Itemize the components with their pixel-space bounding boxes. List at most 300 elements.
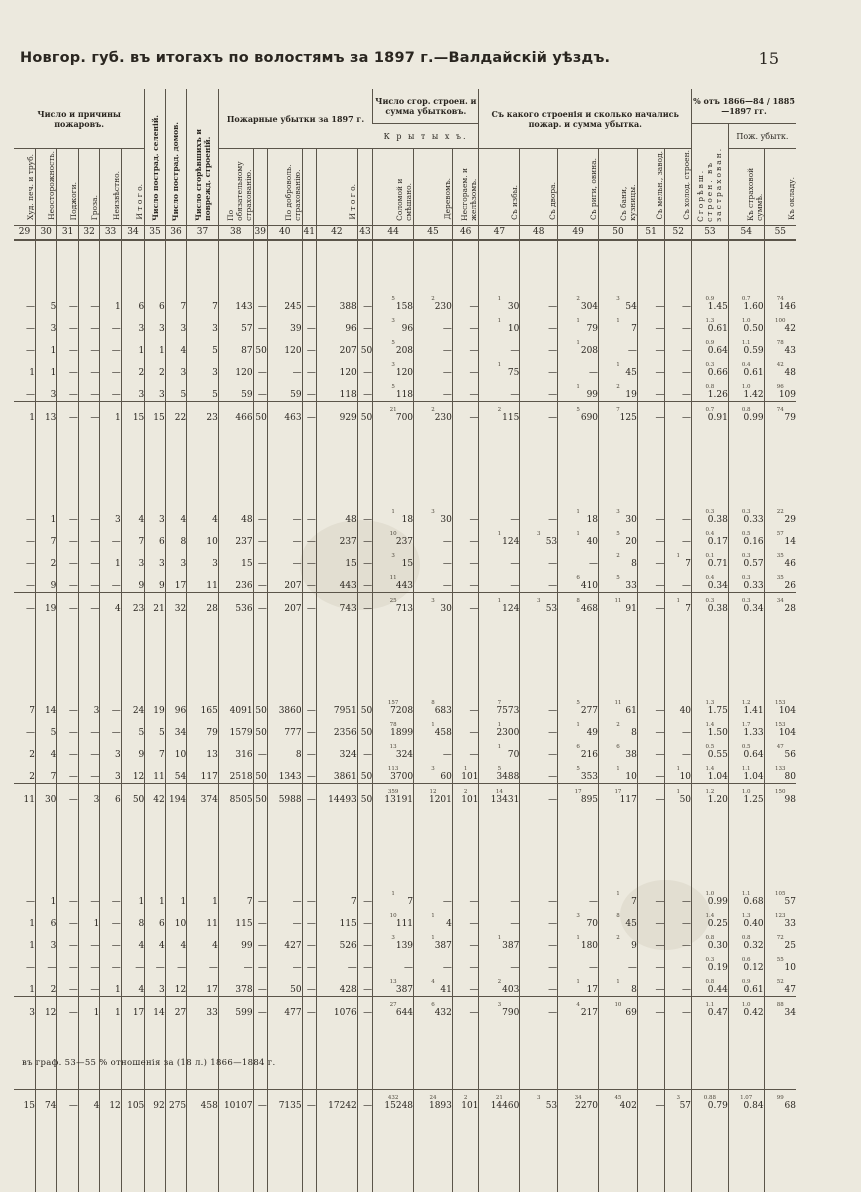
- superscript-count: 7: [497, 699, 502, 706]
- table-cell: [78, 930, 99, 952]
- table-cell: [187, 930, 219, 952]
- group-header-row: [14, 89, 796, 124]
- table-cell: [373, 886, 414, 908]
- table-cell: [145, 526, 165, 548]
- superscript-count: 1.0: [741, 383, 751, 390]
- superscript-count: 8: [576, 597, 580, 604]
- cell-value: —: [306, 558, 316, 569]
- table-cell: [520, 548, 558, 570]
- table-cell: [728, 886, 764, 908]
- cell-value: 428: [339, 984, 357, 995]
- cell-value: 8: [631, 558, 637, 569]
- cell-value: 1: [115, 1007, 121, 1018]
- cell-value: 47: [784, 984, 796, 995]
- table-cell: [267, 952, 302, 974]
- cell-value: —: [469, 514, 479, 525]
- table-cell: [35, 761, 56, 784]
- cell-value: 57: [241, 323, 253, 334]
- superscript-count: 1.1: [741, 765, 751, 772]
- cell-value: —: [655, 580, 665, 591]
- table-cell: [253, 526, 267, 548]
- spacer-cell: [414, 1019, 453, 1090]
- vheader-col-41: [302, 149, 316, 226]
- cell-value: 1: [115, 984, 121, 995]
- cell-value: 0.33: [743, 580, 764, 591]
- table-cell: [414, 761, 453, 784]
- cell-value: 50: [360, 705, 373, 716]
- cell-value: —: [363, 1100, 373, 1111]
- table-cell: [218, 526, 253, 548]
- cell-value: —: [25, 323, 35, 334]
- spacer-cell: [100, 806, 121, 886]
- cell-value: 3: [158, 389, 165, 400]
- cell-value: —: [111, 962, 121, 973]
- superscript-count: 5: [497, 765, 502, 772]
- superscript-count: 2: [616, 383, 620, 390]
- superscript-count: 1: [497, 597, 502, 604]
- superscript-count: 1.4: [705, 912, 715, 919]
- cell-value: —: [510, 389, 520, 400]
- table-cell: [57, 401, 78, 424]
- table-cell: [100, 291, 121, 313]
- table-cell: [121, 996, 145, 1019]
- cell-value: 15: [345, 558, 357, 569]
- table-row: [14, 570, 796, 593]
- cell-value: 27: [174, 1007, 187, 1018]
- cell-value: —: [306, 984, 316, 995]
- table-cell: [692, 291, 729, 313]
- table-cell: [253, 357, 267, 379]
- column-number: 47: [479, 225, 520, 240]
- cell-value: 526: [339, 940, 357, 951]
- table-cell: [764, 357, 796, 379]
- cell-value: —: [306, 749, 316, 760]
- table-cell: [100, 717, 121, 739]
- table-cell: [187, 717, 219, 739]
- cell-value: 23: [132, 603, 145, 614]
- table-cell: [479, 930, 520, 952]
- table-cell: [692, 761, 729, 784]
- cell-value: 54: [625, 301, 637, 312]
- cell-value: 1: [138, 896, 145, 907]
- cell-value: —: [90, 940, 100, 951]
- spacer-row: [14, 615, 796, 695]
- cell-value: 99: [586, 389, 599, 400]
- cell-value: —: [589, 896, 599, 907]
- cell-value: —: [655, 1100, 665, 1111]
- superscript-count: 11: [389, 574, 397, 581]
- cell-value: —: [469, 345, 479, 356]
- cell-value: —: [257, 558, 267, 569]
- spacer-row: [14, 424, 796, 504]
- table-cell: [218, 1089, 253, 1112]
- table-cell: [316, 291, 357, 313]
- superscript-count: 157: [387, 699, 399, 706]
- spacer-cell: [637, 615, 665, 695]
- table-cell: [316, 313, 357, 335]
- superscript-count: 3: [537, 1094, 541, 1101]
- table-cell: [165, 717, 186, 739]
- cell-value: 101: [461, 794, 479, 805]
- spacer-cell: [267, 424, 302, 504]
- cell-value: 117: [200, 771, 218, 782]
- spacer-cell: [35, 1019, 56, 1090]
- table-cell: [302, 695, 316, 717]
- cell-value: 2: [50, 558, 57, 569]
- spacer-cell: [253, 1019, 267, 1090]
- table-cell: [100, 379, 121, 402]
- cell-value: 1.60: [743, 301, 764, 312]
- cell-value: —: [306, 536, 316, 547]
- spacer-cell: [100, 240, 121, 291]
- cell-value: 13: [44, 412, 57, 423]
- cell-value: 4: [212, 514, 218, 525]
- table-cell: [479, 401, 520, 424]
- table-cell: [121, 401, 145, 424]
- table-cell: [479, 504, 520, 526]
- table-cell: [253, 570, 267, 593]
- table-cell: [692, 379, 729, 402]
- cell-value: —: [292, 896, 302, 907]
- superscript-count: 1.2: [705, 788, 715, 795]
- cell-value: 0.38: [707, 603, 728, 614]
- cell-value: 1: [29, 940, 35, 951]
- cell-value: 80: [784, 771, 796, 782]
- table-cell: [218, 504, 253, 526]
- table-cell: [479, 717, 520, 739]
- table-cell: [165, 930, 186, 952]
- cell-value: 28: [784, 603, 796, 614]
- cell-value: 48: [345, 514, 357, 525]
- cell-value: —: [363, 896, 373, 907]
- cell-value: 1.25: [743, 794, 764, 805]
- table-cell: [357, 548, 372, 570]
- cell-value: —: [363, 984, 373, 995]
- table-cell: [14, 592, 35, 615]
- table-cell: [357, 1089, 372, 1112]
- spacer-cell: [599, 1112, 638, 1192]
- cell-value: —: [90, 603, 100, 614]
- table-cell: [253, 548, 267, 570]
- table-row: [14, 761, 796, 784]
- spacer-cell: [253, 1112, 267, 1192]
- superscript-count: 1.3: [705, 317, 715, 324]
- cell-value: 6: [50, 918, 57, 929]
- table-cell: [316, 504, 357, 526]
- superscript-count: 55: [776, 956, 784, 963]
- superscript-count: 1.1: [741, 890, 751, 897]
- cell-value: 104: [778, 727, 796, 738]
- column-number: 34: [121, 225, 145, 240]
- table-cell: [764, 695, 796, 717]
- table-cell: [764, 717, 796, 739]
- superscript-count: 113: [387, 765, 399, 772]
- table-cell: [452, 401, 479, 424]
- cell-value: 7: [631, 323, 637, 334]
- column-number: 42: [316, 225, 357, 240]
- table-cell: [373, 739, 414, 761]
- table-cell: [479, 592, 520, 615]
- cell-value: 61: [625, 705, 637, 716]
- table-cell: [414, 379, 453, 402]
- table-cell: [253, 886, 267, 908]
- table-cell: [452, 313, 479, 335]
- table-cell: [165, 761, 186, 784]
- table-cell: [121, 570, 145, 593]
- table-cell: [637, 570, 665, 593]
- table-cell: [599, 886, 638, 908]
- table-cell: [78, 526, 99, 548]
- table-cell: [57, 313, 78, 335]
- vheader-col-37: Число сгорѣвшихъ и поврежд. строеній.: [187, 89, 219, 225]
- cell-value: 11: [23, 794, 35, 805]
- cell-value: —: [25, 389, 35, 400]
- cell-value: —: [469, 705, 479, 716]
- cell-value: 536: [235, 603, 253, 614]
- cell-value: —: [257, 918, 267, 929]
- table-cell: [253, 783, 267, 806]
- cell-value: 2: [138, 367, 145, 378]
- cell-value: —: [257, 749, 267, 760]
- cell-value: 23: [206, 412, 218, 423]
- table-cell: [479, 526, 520, 548]
- table-cell: [302, 401, 316, 424]
- spacer-cell: [373, 615, 414, 695]
- superscript-count: 4: [576, 1001, 580, 1008]
- group-pct: % отъ 1866—84 / 1885—1897 гг.: [692, 89, 796, 124]
- superscript-count: 1: [576, 317, 580, 324]
- superscript-count: 12: [429, 788, 437, 795]
- table-cell: [373, 504, 414, 526]
- table-cell: [558, 783, 599, 806]
- cell-value: 13: [206, 749, 218, 760]
- cell-value: 1.75: [707, 705, 728, 716]
- cell-value: —: [469, 536, 479, 547]
- superscript-count: 100: [775, 317, 786, 324]
- table-cell: [302, 357, 316, 379]
- spacer-cell: [316, 424, 357, 504]
- cell-value: —: [347, 962, 357, 973]
- spacer-cell: [316, 1019, 357, 1090]
- table-cell: [267, 996, 302, 1019]
- spacer-cell: [599, 615, 638, 695]
- cell-value: 4: [212, 940, 218, 951]
- spacer-cell: [357, 424, 372, 504]
- cell-value: 7: [685, 558, 692, 569]
- table-cell: [35, 526, 56, 548]
- cell-value: 19: [44, 603, 57, 614]
- cell-value: 29: [784, 514, 796, 525]
- cell-value: 50: [360, 794, 373, 805]
- table-cell: [764, 783, 796, 806]
- cell-value: —: [68, 580, 78, 591]
- cell-value: 74: [44, 1100, 57, 1111]
- column-number: 55: [764, 225, 796, 240]
- table-cell: [35, 291, 56, 313]
- table-cell: [14, 974, 35, 997]
- cell-value: 40: [679, 705, 692, 716]
- table-cell: [728, 783, 764, 806]
- table-cell: [100, 335, 121, 357]
- cell-value: 0.64: [707, 345, 728, 356]
- table-cell: [479, 974, 520, 997]
- table-cell: [637, 291, 665, 313]
- cell-value: 25: [784, 940, 796, 951]
- table-cell: [100, 930, 121, 952]
- spacer-cell: [479, 1019, 520, 1090]
- table-cell: [35, 335, 56, 357]
- table-cell: [267, 761, 302, 784]
- spacer-cell: [558, 806, 599, 886]
- superscript-count: 1: [431, 934, 435, 941]
- cell-value: —: [306, 727, 316, 738]
- table-cell: [316, 717, 357, 739]
- cell-value: —: [306, 1100, 316, 1111]
- spacer-cell: [479, 806, 520, 886]
- spacer-cell: [78, 1019, 99, 1090]
- superscript-count: 1: [391, 508, 395, 515]
- cell-value: 1: [50, 896, 57, 907]
- cell-value: 15: [153, 412, 165, 423]
- spacer-cell: [637, 806, 665, 886]
- cell-value: —: [257, 323, 267, 334]
- table-cell: [78, 974, 99, 997]
- superscript-count: 1: [431, 721, 435, 728]
- table-cell: [520, 908, 558, 930]
- superscript-count: 1.0: [705, 890, 715, 897]
- cell-value: 99: [241, 940, 253, 951]
- cell-value: 0.59: [743, 345, 764, 356]
- spacer-cell: [35, 615, 56, 695]
- cell-value: —: [548, 771, 558, 782]
- cell-value: 143: [235, 301, 253, 312]
- cell-value: 19: [625, 389, 637, 400]
- table-cell: [14, 996, 35, 1019]
- vheader-col-51: Съ мельн., завод.: [637, 149, 665, 226]
- cell-value: 777: [284, 727, 302, 738]
- table-cell: [599, 974, 638, 997]
- cell-value: 8505: [229, 794, 253, 805]
- cell-value: 324: [339, 749, 357, 760]
- cell-value: 21: [153, 603, 165, 614]
- cell-value: —: [510, 580, 520, 591]
- table-cell: [316, 908, 357, 930]
- spacer-cell: [187, 615, 219, 695]
- table-cell: [100, 952, 121, 974]
- table-cell: [728, 570, 764, 593]
- column-number: 51: [637, 225, 665, 240]
- cell-value: —: [404, 962, 414, 973]
- column-number: 45: [414, 225, 453, 240]
- spacer-cell: [728, 806, 764, 886]
- table-cell: [373, 695, 414, 717]
- cell-value: 0.33: [743, 514, 764, 525]
- table-cell: [599, 335, 638, 357]
- cell-value: —: [68, 323, 78, 334]
- table-cell: [599, 313, 638, 335]
- cell-value: 1.20: [707, 794, 728, 805]
- superscript-count: 1.4: [705, 765, 715, 772]
- superscript-count: 88: [776, 1001, 784, 1008]
- table-cell: [692, 570, 729, 593]
- table-cell: [728, 761, 764, 784]
- cell-value: —: [111, 940, 121, 951]
- cell-value: —: [68, 727, 78, 738]
- cell-value: 0.30: [707, 940, 728, 951]
- table-cell: [165, 357, 186, 379]
- table-cell: [218, 908, 253, 930]
- cell-value: —: [442, 345, 452, 356]
- cell-value: 50: [255, 794, 267, 805]
- table-cell: [692, 908, 729, 930]
- spacer-cell: [637, 424, 665, 504]
- cell-value: 33: [206, 1007, 218, 1018]
- cell-value: 4: [50, 749, 57, 760]
- table-cell: [558, 335, 599, 357]
- cell-value: 1.41: [743, 705, 764, 716]
- table-cell: [14, 930, 35, 952]
- cell-value: —: [363, 940, 373, 951]
- cell-value: —: [111, 345, 121, 356]
- cell-value: 4: [115, 603, 121, 614]
- table-cell: [267, 783, 302, 806]
- table-cell: [357, 717, 372, 739]
- cell-value: —: [111, 367, 121, 378]
- cell-value: 237: [235, 536, 253, 547]
- table-cell: [253, 592, 267, 615]
- cell-value: 3860: [278, 705, 302, 716]
- spacer-cell: [373, 1019, 414, 1090]
- table-cell: [35, 401, 56, 424]
- table-cell: [267, 313, 302, 335]
- table-cell: [302, 930, 316, 952]
- cell-value: 50: [360, 771, 373, 782]
- table-cell: [14, 1089, 35, 1112]
- vheader-col-45: Деревомъ.: [414, 149, 453, 226]
- table-cell: [302, 739, 316, 761]
- cell-value: 19: [153, 705, 165, 716]
- table-cell: [57, 548, 78, 570]
- superscript-count: 0.9: [705, 339, 715, 346]
- table-cell: [100, 886, 121, 908]
- cell-value: 7573: [496, 705, 520, 716]
- table-cell: [373, 930, 414, 952]
- cell-value: —: [548, 580, 558, 591]
- column-number: 35: [145, 225, 165, 240]
- table-cell: [78, 783, 99, 806]
- cell-value: —: [25, 962, 35, 973]
- cell-value: 59: [241, 389, 253, 400]
- cell-value: 3861: [333, 771, 357, 782]
- superscript-count: 78: [389, 721, 397, 728]
- table-cell: [414, 930, 453, 952]
- cell-value: —: [627, 962, 637, 973]
- cell-value: —: [68, 301, 78, 312]
- cell-value: 690: [580, 412, 599, 423]
- cell-value: 50: [255, 345, 267, 356]
- cell-value: —: [510, 514, 520, 525]
- cell-value: 7: [138, 536, 145, 547]
- cell-value: 6: [158, 301, 165, 312]
- cell-value: 1: [93, 1007, 100, 1018]
- table-cell: [218, 783, 253, 806]
- cell-value: 50: [255, 727, 267, 738]
- cell-value: 7: [50, 536, 57, 547]
- spacer-cell: [452, 240, 479, 291]
- spacer-cell: [57, 240, 78, 291]
- cell-value: —: [90, 771, 100, 782]
- superscript-count: 3: [576, 912, 580, 919]
